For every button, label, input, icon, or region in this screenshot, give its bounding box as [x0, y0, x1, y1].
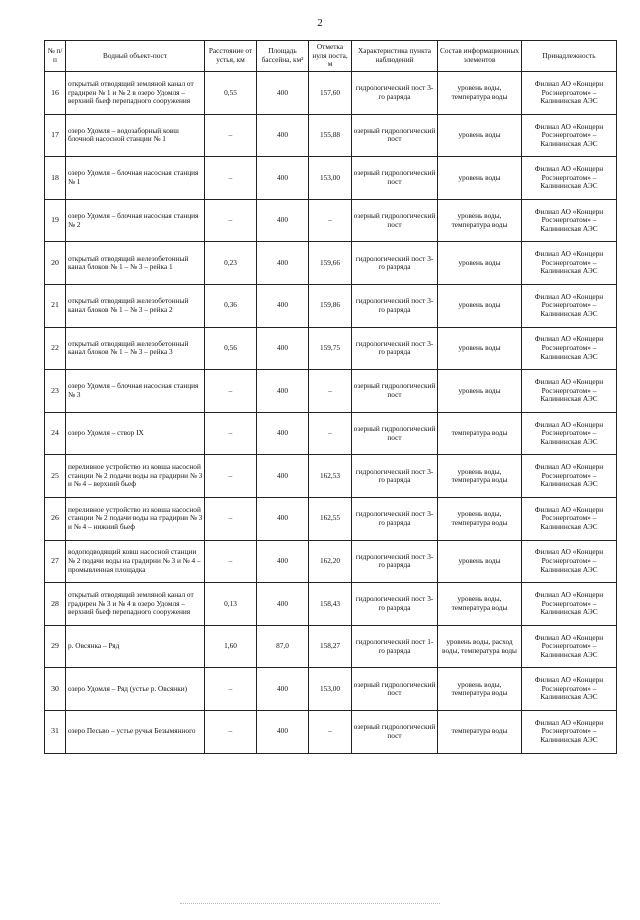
cell-zero-mark: 159,86 [309, 284, 352, 327]
cell-distance-from-mouth: – [205, 455, 257, 498]
table-row [45, 412, 617, 455]
table-row [45, 72, 617, 115]
cell-distance-from-mouth: – [205, 157, 257, 200]
cell-row-number: 30 [45, 668, 66, 711]
cell-owner: Филиал АО «Концерн Росэнергоатом» – Калининская АЭС [522, 583, 617, 626]
cell-info-elements: уровень воды [438, 327, 522, 370]
cell-info-elements: уровень воды, температура воды [438, 668, 522, 711]
col-header-owner: Принадлежность [522, 41, 617, 72]
cell-row-number: 17 [45, 114, 66, 157]
cell-distance-from-mouth: – [205, 668, 257, 711]
cell-water-object: озеро Удомля – Ряд (устье р. Овсянки) [66, 668, 205, 711]
cell-distance-from-mouth: – [205, 199, 257, 242]
cell-basin-area: 400 [257, 327, 309, 370]
cell-info-elements: уровень воды [438, 540, 522, 583]
cell-info-elements: уровень воды, температура воды [438, 199, 522, 242]
cell-basin-area: 400 [257, 455, 309, 498]
cell-basin-area: 400 [257, 540, 309, 583]
cell-basin-area: 400 [257, 412, 309, 455]
cell-zero-mark: – [309, 412, 352, 455]
cell-zero-mark: 159,75 [309, 327, 352, 370]
cell-basin-area: 400 [257, 284, 309, 327]
cell-distance-from-mouth: – [205, 710, 257, 753]
cell-post-type: озерный гидрологический пост [352, 412, 438, 455]
col-header-elements: Состав информационных элементов [438, 41, 522, 72]
table-row [45, 583, 617, 626]
cell-basin-area: 400 [257, 114, 309, 157]
cell-water-object: открытый отводящий земляной канал от градирен № 1 и № 2 в озеро Удомля – верхний бьеф перепадного сооружения [66, 72, 205, 115]
cell-water-object: озеро Удомля – водозаборный ковш блочной насосной станции № 1 [66, 114, 205, 157]
cell-owner: Филиал АО «Концерн Росэнергоатом» – Калининская АЭС [522, 540, 617, 583]
table-row [45, 242, 617, 285]
cell-distance-from-mouth: 0,56 [205, 327, 257, 370]
cell-row-number: 22 [45, 327, 66, 370]
table-row [45, 710, 617, 753]
cell-row-number: 31 [45, 710, 66, 753]
cell-water-object: озеро Песьво – устье ручья Безымянного [66, 710, 205, 753]
table-row [45, 114, 617, 157]
cell-basin-area: 400 [257, 583, 309, 626]
cell-zero-mark: – [309, 199, 352, 242]
table-row [45, 540, 617, 583]
cell-owner: Филиал АО «Концерн Росэнергоатом» – Калининская АЭС [522, 284, 617, 327]
cell-info-elements: уровень воды, температура воды [438, 455, 522, 498]
cell-info-elements: температура воды [438, 412, 522, 455]
cell-zero-mark: – [309, 370, 352, 413]
cell-basin-area: 87,0 [257, 625, 309, 668]
cell-post-type: озерный гидрологический пост [352, 157, 438, 200]
cell-distance-from-mouth: 0,36 [205, 284, 257, 327]
cell-water-object: переливное устройство из ковша насосной станции № 2 подачи воды на градирни № 3 и № 4 – верхний бьеф [66, 455, 205, 498]
cell-owner: Филиал АО «Концерн Росэнергоатом» – Калининская АЭС [522, 412, 617, 455]
cell-post-type: гидрологический пост 3-го разряда [352, 540, 438, 583]
table-header [45, 41, 617, 72]
cell-zero-mark: 153,00 [309, 668, 352, 711]
cell-zero-mark: 157,60 [309, 72, 352, 115]
cell-owner: Филиал АО «Концерн Росэнергоатом» – Калининская АЭС [522, 668, 617, 711]
cell-basin-area: 400 [257, 242, 309, 285]
cell-zero-mark: 158,27 [309, 625, 352, 668]
cell-distance-from-mouth: 1,60 [205, 625, 257, 668]
cell-zero-mark: 155,88 [309, 114, 352, 157]
cell-water-object: озеро Удомля – створ IX [66, 412, 205, 455]
cell-owner: Филиал АО «Концерн Росэнергоатом» – Калининская АЭС [522, 242, 617, 285]
col-header-number: № п/п [45, 41, 66, 72]
cell-distance-from-mouth: 0,23 [205, 242, 257, 285]
cell-info-elements: уровень воды [438, 284, 522, 327]
cell-info-elements: уровень воды [438, 114, 522, 157]
cell-distance-from-mouth: 0,55 [205, 72, 257, 115]
cell-water-object: озеро Удомля – блочная насосная станция № 1 [66, 157, 205, 200]
cell-zero-mark: 158,43 [309, 583, 352, 626]
cell-basin-area: 400 [257, 199, 309, 242]
cell-zero-mark: 162,53 [309, 455, 352, 498]
cell-owner: Филиал АО «Концерн Росэнергоатом» – Калининская АЭС [522, 72, 617, 115]
cell-row-number: 24 [45, 412, 66, 455]
cell-post-type: гидрологический пост 3-го разряда [352, 455, 438, 498]
page-number: 2 [317, 17, 323, 29]
cell-row-number: 21 [45, 284, 66, 327]
cell-distance-from-mouth: – [205, 497, 257, 540]
cell-basin-area: 400 [257, 668, 309, 711]
cell-basin-area: 400 [257, 72, 309, 115]
cell-zero-mark: – [309, 710, 352, 753]
cell-owner: Филиал АО «Концерн Росэнергоатом» – Калининская АЭС [522, 370, 617, 413]
cell-owner: Филиал АО «Концерн Росэнергоатом» – Калининская АЭС [522, 327, 617, 370]
cell-post-type: гидрологический пост 3-го разряда [352, 327, 438, 370]
cell-post-type: гидрологический пост 3-го разряда [352, 583, 438, 626]
cell-water-object: р. Овсянка – Ряд [66, 625, 205, 668]
table-row [45, 327, 617, 370]
hydrological-posts-table [44, 40, 617, 754]
cell-water-object: открытый отводящий железобетонный канал блоков № 1 – № 3 – рейка 2 [66, 284, 205, 327]
scan-artifact [180, 903, 440, 908]
table-row [45, 625, 617, 668]
col-header-post-type: Характеристика пункта наблюдений [352, 41, 438, 72]
cell-post-type: озерный гидрологический пост [352, 199, 438, 242]
table-body [45, 72, 617, 754]
table-row [45, 199, 617, 242]
cell-row-number: 19 [45, 199, 66, 242]
cell-row-number: 29 [45, 625, 66, 668]
col-header-water-object: Водный объект-пост [66, 41, 205, 72]
cell-post-type: озерный гидрологический пост [352, 668, 438, 711]
cell-water-object: открытый отводящий железобетонный канал блоков № 1 – № 3 – рейка 3 [66, 327, 205, 370]
cell-water-object: открытый отводящий земляной канал от градирен № 3 и № 4 в озеро Удомля – верхний бьеф перепадного сооружения [66, 583, 205, 626]
cell-info-elements: уровень воды, температура воды [438, 497, 522, 540]
cell-row-number: 16 [45, 72, 66, 115]
cell-owner: Филиал АО «Концерн Росэнергоатом» – Калининская АЭС [522, 625, 617, 668]
cell-water-object: водоподводящий ковш насосной станции № 2 подачи воды на градирни № 3 и № 4 – промывленная площадка [66, 540, 205, 583]
cell-info-elements: уровень воды [438, 370, 522, 413]
cell-distance-from-mouth: – [205, 540, 257, 583]
cell-info-elements: уровень воды, расход воды, температура воды [438, 625, 522, 668]
cell-owner: Филиал АО «Концерн Росэнергоатом» – Калининская АЭС [522, 157, 617, 200]
col-header-basin-area: Площадь бассейна, км² [257, 41, 309, 72]
table-row [45, 157, 617, 200]
cell-owner: Филиал АО «Концерн Росэнергоатом» – Калининская АЭС [522, 455, 617, 498]
cell-distance-from-mouth: – [205, 370, 257, 413]
cell-zero-mark: 162,20 [309, 540, 352, 583]
cell-post-type: гидрологический пост 3-го разряда [352, 72, 438, 115]
cell-row-number: 26 [45, 497, 66, 540]
cell-water-object: озеро Удомля – блочная насосная станция № 2 [66, 199, 205, 242]
cell-owner: Филиал АО «Концерн Росэнергоатом» – Калининская АЭС [522, 199, 617, 242]
cell-row-number: 23 [45, 370, 66, 413]
table-row [45, 370, 617, 413]
cell-distance-from-mouth: – [205, 412, 257, 455]
header-row [45, 41, 617, 72]
cell-basin-area: 400 [257, 497, 309, 540]
cell-info-elements: уровень воды, температура воды [438, 72, 522, 115]
cell-info-elements: температура воды [438, 710, 522, 753]
cell-basin-area: 400 [257, 710, 309, 753]
table-row [45, 497, 617, 540]
cell-owner: Филиал АО «Концерн Росэнергоатом» – Калининская АЭС [522, 114, 617, 157]
cell-info-elements: уровень воды [438, 242, 522, 285]
cell-owner: Филиал АО «Концерн Росэнергоатом» – Калининская АЭС [522, 710, 617, 753]
cell-row-number: 28 [45, 583, 66, 626]
cell-row-number: 27 [45, 540, 66, 583]
cell-distance-from-mouth: 0,13 [205, 583, 257, 626]
cell-water-object: открытый отводящий железобетонный канал блоков № 1 – № 3 – рейка 1 [66, 242, 205, 285]
cell-row-number: 18 [45, 157, 66, 200]
table-row [45, 284, 617, 327]
cell-row-number: 20 [45, 242, 66, 285]
col-header-distance: Расстояние от устья, км [205, 41, 257, 72]
cell-water-object: озеро Удомля – блочная насосная станция № 3 [66, 370, 205, 413]
cell-row-number: 25 [45, 455, 66, 498]
cell-info-elements: уровень воды, температура воды [438, 583, 522, 626]
cell-post-type: гидрологический пост 1-го разряда [352, 625, 438, 668]
cell-post-type: гидрологический пост 3-го разряда [352, 284, 438, 327]
table-row [45, 668, 617, 711]
col-header-zero-mark: Отметка нуля поста, м [309, 41, 352, 72]
cell-distance-from-mouth: – [205, 114, 257, 157]
cell-post-type: озерный гидрологический пост [352, 710, 438, 753]
cell-post-type: озерный гидрологический пост [352, 370, 438, 413]
cell-basin-area: 400 [257, 370, 309, 413]
cell-water-object: переливное устройство из ковша насосной станции № 2 подачи воды на градирни № 3 и № 4 – нижний бьеф [66, 497, 205, 540]
cell-post-type: гидрологический пост 3-го разряда [352, 242, 438, 285]
table-row [45, 455, 617, 498]
cell-zero-mark: 159,66 [309, 242, 352, 285]
cell-zero-mark: 162,55 [309, 497, 352, 540]
cell-owner: Филиал АО «Концерн Росэнергоатом» – Калининская АЭС [522, 497, 617, 540]
cell-info-elements: уровень воды [438, 157, 522, 200]
cell-zero-mark: 153,00 [309, 157, 352, 200]
cell-post-type: гидрологический пост 3-го разряда [352, 497, 438, 540]
cell-post-type: озерный гидрологический пост [352, 114, 438, 157]
cell-basin-area: 400 [257, 157, 309, 200]
